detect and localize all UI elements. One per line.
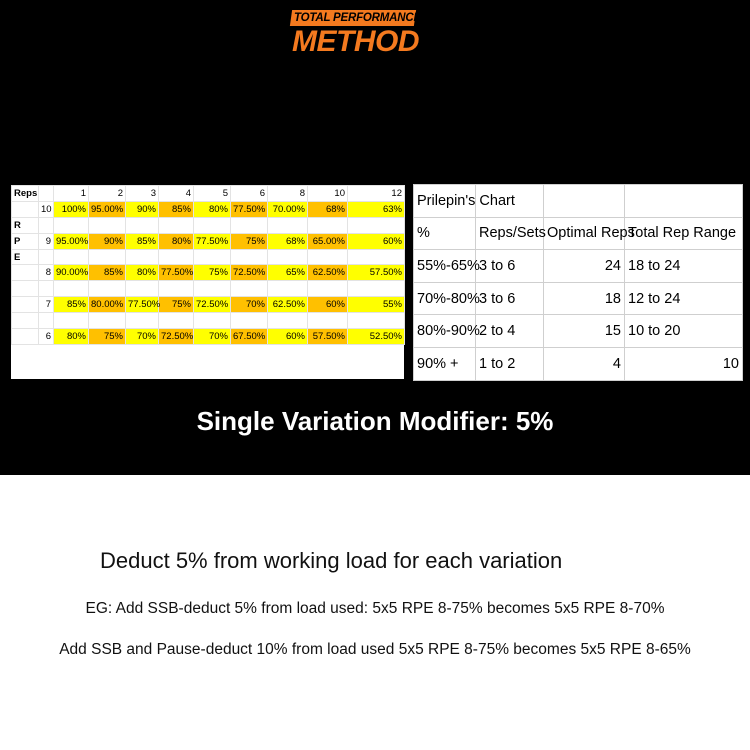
rpe-percent-cell: 72.50% xyxy=(194,297,231,313)
prilepin-row xyxy=(414,347,743,380)
rpe-percent-cell: 67.50% xyxy=(231,329,268,345)
rep-count-header: 4 xyxy=(159,186,194,202)
rpe-percent-cell xyxy=(126,313,159,329)
rpe-percent-cell: 90% xyxy=(126,201,159,217)
logo-line1: TOTAL PERFORMANCE xyxy=(294,12,421,24)
rpe-percent-cell: 90.00% xyxy=(54,265,89,281)
prilepin-cell: 10 to 20 xyxy=(625,315,743,348)
rpe-row xyxy=(12,201,405,217)
rpe-percent-cell xyxy=(268,313,308,329)
rpe-percent-cell: 57.50% xyxy=(348,265,405,281)
rpe-percent-cell: 55% xyxy=(348,297,405,313)
rpe-percent-cell: 60% xyxy=(268,329,308,345)
rpe-percent-cell: 72.50% xyxy=(231,265,268,281)
rpe-value: 7 xyxy=(39,297,54,313)
rpe-letter: R xyxy=(12,217,39,233)
prilepin-cell: 18 to 24 xyxy=(625,250,743,283)
rpe-percent-cell xyxy=(231,281,268,297)
rpe-percent-cell xyxy=(308,217,348,233)
rpe-percentage-table xyxy=(11,185,404,379)
rpe-percent-cell xyxy=(268,217,308,233)
rpe-percent-cell xyxy=(268,281,308,297)
rpe-percent-cell: 62.50% xyxy=(308,265,348,281)
rpe-percent-cell: 80% xyxy=(126,265,159,281)
rep-count-header: 5 xyxy=(194,186,231,202)
rep-count-header xyxy=(39,186,54,202)
rep-count-header: 1 xyxy=(54,186,89,202)
prilepin-cell: 55%-65% xyxy=(414,250,476,283)
rpe-percent-cell xyxy=(194,217,231,233)
prilepin-row xyxy=(414,282,743,315)
rpe-percent-cell: 90% xyxy=(89,233,126,249)
rpe-percent-cell: 75% xyxy=(194,265,231,281)
rpe-percent-cell xyxy=(54,281,89,297)
rep-count-header: 2 xyxy=(89,186,126,202)
rpe-percent-cell: 85% xyxy=(89,265,126,281)
rpe-letter xyxy=(12,313,39,329)
prilepin-row xyxy=(414,250,743,283)
rpe-percent-cell xyxy=(89,281,126,297)
rpe-letter xyxy=(12,297,39,313)
rpe-row xyxy=(12,313,405,329)
rpe-percent-cell xyxy=(348,281,405,297)
rpe-percent-cell: 72.50% xyxy=(159,329,194,345)
rpe-value: 9 xyxy=(39,233,54,249)
rpe-percent-cell xyxy=(231,217,268,233)
rpe-percent-cell xyxy=(159,313,194,329)
reps-label: Reps xyxy=(12,186,39,202)
prilepin-cell: 24 xyxy=(544,250,625,283)
rpe-value xyxy=(39,249,54,265)
rpe-percent-cell xyxy=(348,249,405,265)
rpe-row xyxy=(12,265,405,281)
rpe-percent-cell: 52.50% xyxy=(348,329,405,345)
rpe-percent-cell xyxy=(231,313,268,329)
rpe-percent-cell xyxy=(194,249,231,265)
prilepin-cell: 90% + xyxy=(414,347,476,380)
rpe-percent-cell: 77.50% xyxy=(126,297,159,313)
rpe-percent-cell: 65% xyxy=(268,265,308,281)
rpe-percent-cell: 80.00% xyxy=(89,297,126,313)
rpe-percent-cell xyxy=(231,249,268,265)
rep-count-header: 3 xyxy=(126,186,159,202)
rpe-value xyxy=(39,313,54,329)
rpe-percent-cell xyxy=(194,313,231,329)
rpe-percent-cell: 77.50% xyxy=(231,201,268,217)
rpe-percent-cell: 70.00% xyxy=(268,201,308,217)
rpe-percent-cell: 68% xyxy=(268,233,308,249)
prilepin-cell: 70%-80% xyxy=(414,282,476,315)
rpe-value: 8 xyxy=(39,265,54,281)
rpe-percent-cell: 70% xyxy=(194,329,231,345)
prilepin-header: % xyxy=(414,217,476,250)
rpe-letter xyxy=(12,265,39,281)
rpe-percent-cell xyxy=(54,313,89,329)
prilepin-header: Reps/Sets xyxy=(476,217,544,250)
rpe-letter: E xyxy=(12,249,39,265)
prilepin-cell: 1 to 2 xyxy=(476,347,544,380)
prilepin-title: Prilepin's Chart xyxy=(414,185,476,218)
rpe-percent-cell xyxy=(89,313,126,329)
prilepin-cell: 18 xyxy=(544,282,625,315)
rpe-percent-cell: 70% xyxy=(231,297,268,313)
rpe-percent-cell xyxy=(268,249,308,265)
prilepin-cell: 10 xyxy=(625,347,743,380)
rpe-percent-cell: 85% xyxy=(54,297,89,313)
rpe-row xyxy=(12,297,405,313)
rpe-percent-cell: 75% xyxy=(159,297,194,313)
rpe-percent-cell: 80% xyxy=(159,233,194,249)
rpe-percent-cell xyxy=(126,217,159,233)
rpe-percent-cell: 57.50% xyxy=(308,329,348,345)
rpe-row xyxy=(12,249,405,265)
rpe-percent-cell: 60% xyxy=(308,297,348,313)
rpe-value xyxy=(39,217,54,233)
rpe-percent-cell xyxy=(126,249,159,265)
rpe-row xyxy=(12,217,405,233)
rpe-percent-cell: 77.50% xyxy=(159,265,194,281)
prilepin-cell: 2 to 4 xyxy=(476,315,544,348)
rpe-percent-cell xyxy=(54,217,89,233)
rpe-percent-cell: 62.50% xyxy=(268,297,308,313)
rpe-percent-cell: 68% xyxy=(308,201,348,217)
rpe-percent-cell xyxy=(89,249,126,265)
prilepin-cell: 12 to 24 xyxy=(625,282,743,315)
rpe-letter xyxy=(12,201,39,217)
rpe-letter xyxy=(12,281,39,297)
logo-line2: METHOD xyxy=(292,25,419,58)
rpe-letter: P xyxy=(12,233,39,249)
prilepin-cell: 3 to 6 xyxy=(476,282,544,315)
rpe-letter xyxy=(12,329,39,345)
rpe-percent-cell xyxy=(308,281,348,297)
empty-cell xyxy=(544,185,625,218)
rep-count-header: 8 xyxy=(268,186,308,202)
rpe-percent-cell: 70% xyxy=(126,329,159,345)
rpe-percent-cell: 100% xyxy=(54,201,89,217)
rpe-percent-cell: 65.00% xyxy=(308,233,348,249)
rpe-percent-cell xyxy=(159,217,194,233)
rpe-row xyxy=(12,233,405,249)
rpe-value xyxy=(39,281,54,297)
rpe-percent-cell: 75% xyxy=(231,233,268,249)
add-ssb-pause-text: Add SSB and Pause-deduct 10% from load used 5x5 RPE 8-75% becomes 5x5 RPE 8-65% xyxy=(59,641,691,658)
rpe-header-row xyxy=(12,186,405,202)
prilepin-cell: 4 xyxy=(544,347,625,380)
rpe-percent-cell: 95.00% xyxy=(54,233,89,249)
example-text: EG: Add SSB-deduct 5% from load used: 5x5 RPE 8-75% becomes 5x5 RPE 8-70% xyxy=(85,600,665,617)
rpe-percent-cell xyxy=(159,281,194,297)
rpe-percent-cell xyxy=(348,217,405,233)
rpe-percent-cell: 85% xyxy=(159,201,194,217)
rpe-percent-cell xyxy=(126,281,159,297)
rpe-percent-cell: 80% xyxy=(194,201,231,217)
rep-count-header: 6 xyxy=(231,186,268,202)
total-performance-method-logo[interactable] xyxy=(288,6,434,72)
rpe-value: 10 xyxy=(39,201,54,217)
rpe-percent-cell xyxy=(348,313,405,329)
rpe-percent-cell xyxy=(194,281,231,297)
rpe-row xyxy=(12,281,405,297)
rpe-row xyxy=(12,329,405,345)
prilepin-cell: 15 xyxy=(544,315,625,348)
rpe-value: 6 xyxy=(39,329,54,345)
rpe-percent-cell: 63% xyxy=(348,201,405,217)
prilepin-header: Total Rep Range xyxy=(625,217,743,250)
modifier-heading: Single Variation Modifier: 5% xyxy=(196,406,554,436)
rep-count-header: 10 xyxy=(308,186,348,202)
rpe-percent-cell: 80% xyxy=(54,329,89,345)
rpe-percent-cell: 85% xyxy=(126,233,159,249)
rpe-percent-cell: 75% xyxy=(89,329,126,345)
prilepins-chart-table xyxy=(413,184,742,380)
prilepin-cell: 3 to 6 xyxy=(476,250,544,283)
prilepin-cell: 80%-90% xyxy=(414,315,476,348)
prilepin-row xyxy=(414,315,743,348)
rpe-percent-cell xyxy=(159,249,194,265)
deduct-text: Deduct 5% from working load for each variation xyxy=(100,548,563,573)
rpe-percent-cell xyxy=(54,249,89,265)
rep-count-header: 12 xyxy=(348,186,405,202)
empty-cell xyxy=(625,185,743,218)
rpe-percent-cell: 95.00% xyxy=(89,201,126,217)
rpe-percent-cell: 77.50% xyxy=(194,233,231,249)
rpe-percent-cell xyxy=(308,249,348,265)
prilepin-header: Optimal Reps xyxy=(544,217,625,250)
rpe-percent-cell: 60% xyxy=(348,233,405,249)
rpe-percent-cell xyxy=(308,313,348,329)
rpe-percent-cell xyxy=(89,217,126,233)
